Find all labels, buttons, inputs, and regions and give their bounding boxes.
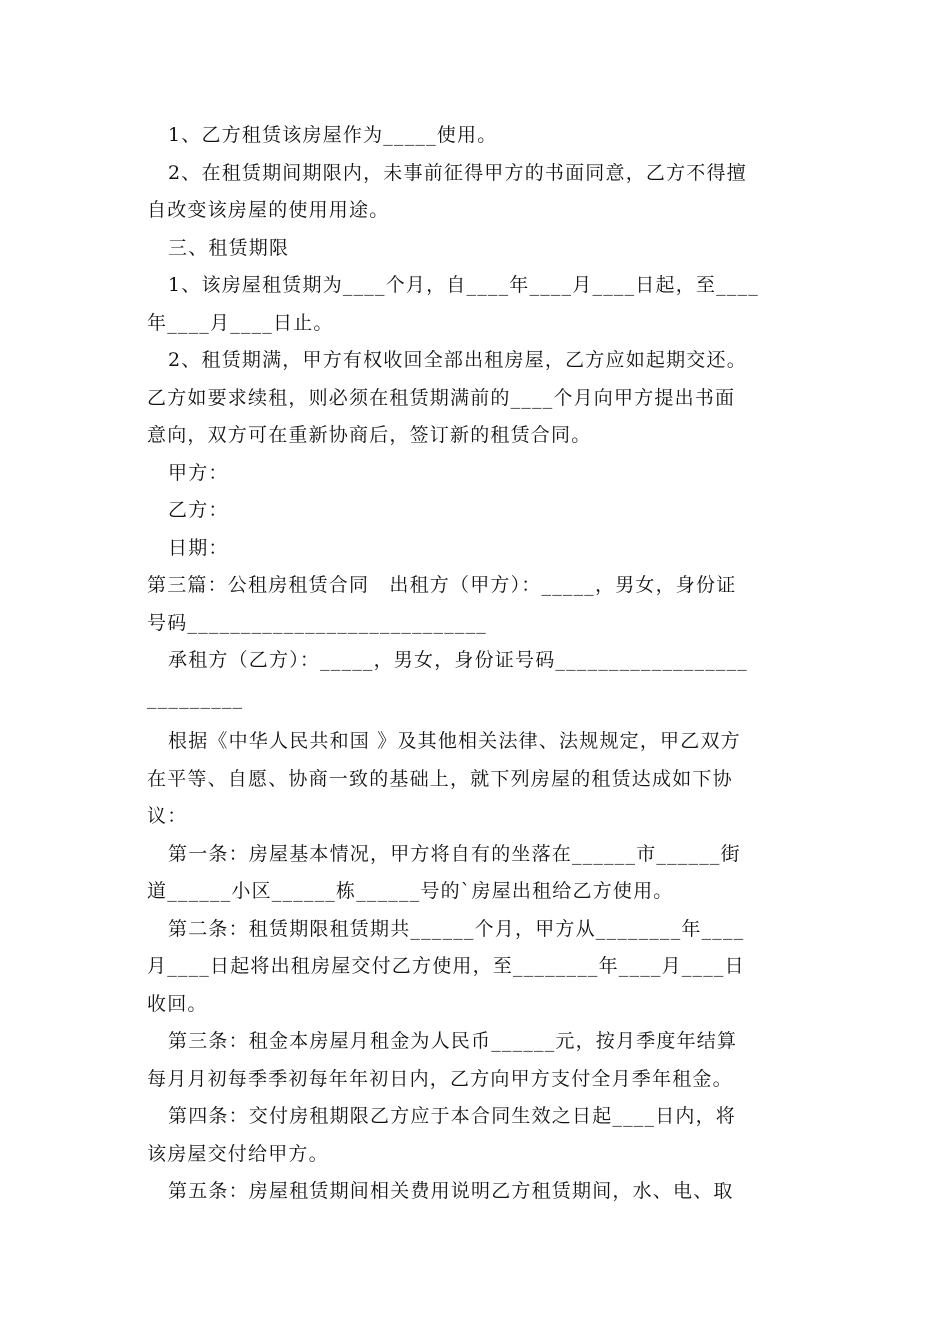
article-four [147, 1098, 811, 1173]
text-line: 1、乙方租赁该房屋作为_____使用。 [168, 124, 498, 146]
text-line: 承租方（乙方）：_____，男女，身份证号码__________________ [168, 649, 749, 671]
paragraph-lease-period [147, 267, 811, 342]
text-line: 第五条：房屋租赁期间相关费用说明乙方租赁期间，水、电、取 [168, 1180, 734, 1202]
text-line: 第一条：房屋基本情况，甲方将自有的坐落在______市______街 [168, 842, 741, 865]
paragraph-lease-expiry [147, 342, 811, 455]
signature-party-b [147, 492, 811, 530]
text-line: 每月月初每季季初每年年初日内，乙方向甲方支付全月季年租金。 [147, 1067, 733, 1090]
text-line: 道______小区______栋______号的`房屋出租给乙方使用。 [147, 880, 674, 902]
text-line: _________ [147, 686, 244, 709]
signature-date [147, 530, 811, 568]
text-line: 日期： [168, 536, 229, 559]
paragraph-lessee [147, 642, 811, 717]
article-two [147, 911, 811, 1024]
text-line: 乙方如要求续租，则必须在租赁期满前的____个月向甲方提出书面 [147, 386, 736, 409]
text-line: 2、在租赁期间期限内，未事前征得甲方的书面同意，乙方不得擅 [168, 161, 747, 184]
text-line: 第二条：租赁期限租赁期共______个月，甲方从________年____ [168, 917, 745, 940]
text-line: 意向，双方可在重新协商后，签订新的租赁合同。 [147, 424, 592, 446]
paragraph-usage-restriction [147, 155, 811, 230]
text-line: 年____月____日止。 [147, 311, 334, 334]
text-line: 甲方： [168, 461, 229, 484]
document-page [147, 117, 811, 1211]
article-five [147, 1173, 811, 1211]
paragraph-preamble [147, 723, 811, 836]
text-line: 自改变该房屋的使用用途。 [147, 199, 390, 221]
article-one [147, 836, 811, 911]
article-three [147, 1023, 811, 1098]
signature-party-a [147, 455, 811, 493]
text-line: 号码____________________________ [147, 611, 488, 634]
text-line: 1、该房屋租赁期为____个月，自____年____月____日起，至____ [168, 274, 759, 296]
paragraph-usage [147, 117, 811, 155]
text-line: 该房屋交付给甲方。 [147, 1142, 329, 1165]
text-line: 第四条：交付房租期限乙方应于本合同生效之日起____日内，将 [168, 1105, 737, 1127]
text-line: 议： [147, 805, 188, 827]
text-line: 月____日起将出租房屋交付乙方使用，至________年____月____日 [147, 955, 745, 977]
text-line: 在平等、自愿、协商一致的基础上，就下列房屋的租赁达成如下协 [147, 767, 733, 790]
text-line: 第三篇：公租房租赁合同 出租方（甲方）：_____，男女，身份证 [147, 574, 737, 596]
section-heading-lease-term [147, 230, 811, 268]
text-line: 根据《中华人民共和国 》及其他相关法律、法规规定，甲乙双方 [168, 730, 741, 752]
text-line: 第三条：租金本房屋月租金为人民币______元，按月季度年结算 [168, 1030, 738, 1052]
text-line: 乙方： [168, 499, 229, 521]
text-line: 三、租赁期限 [168, 236, 290, 259]
text-line: 2、租赁期满，甲方有权收回全部出租房屋，乙方应如起期交还。 [168, 349, 747, 371]
chapter-heading-third [147, 567, 811, 642]
text-line: 收回。 [147, 992, 208, 1015]
